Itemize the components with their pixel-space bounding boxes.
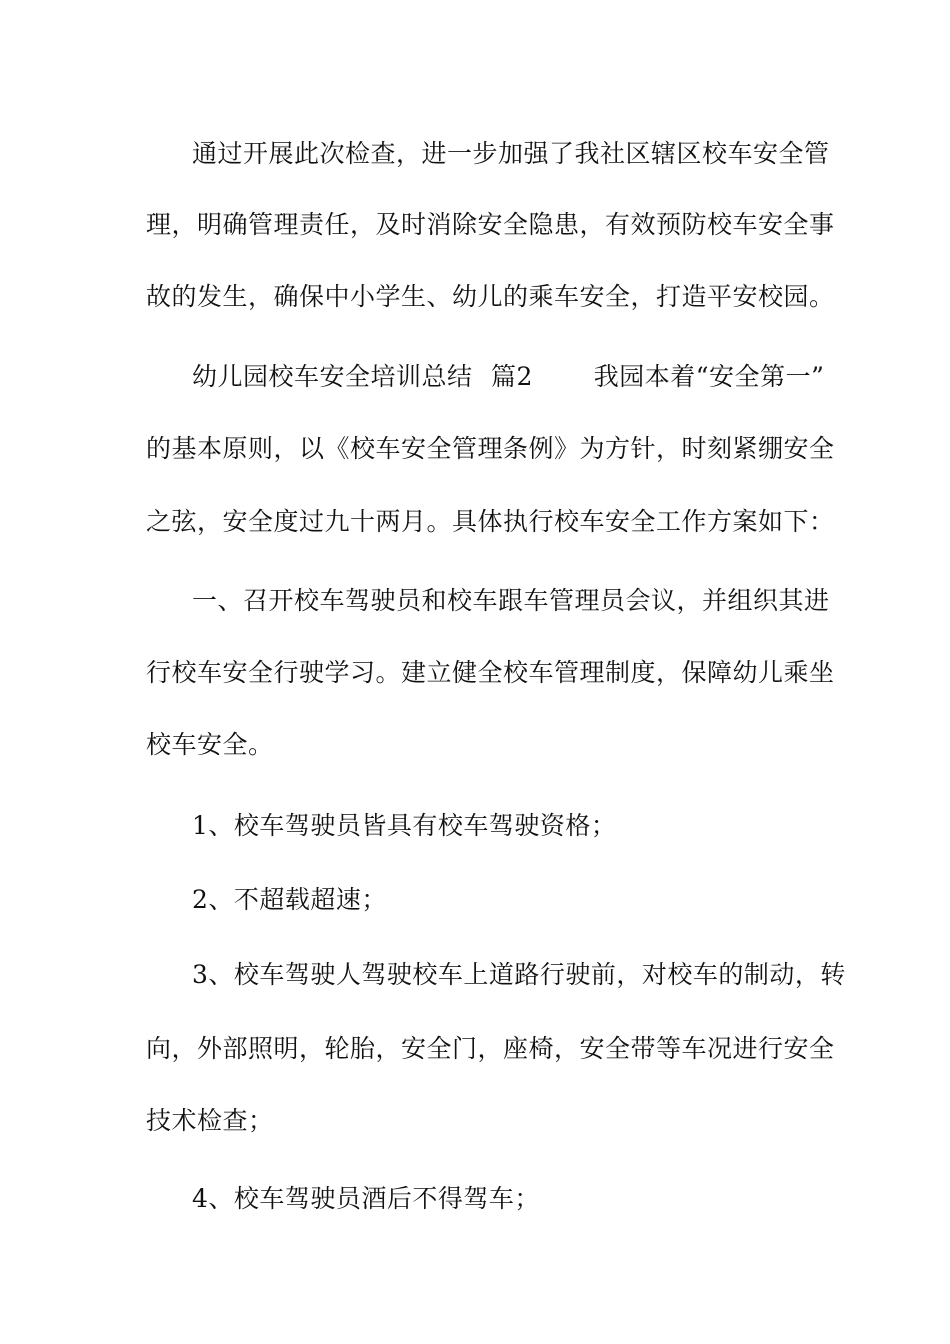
paragraph-line: 校车安全。 <box>146 730 274 759</box>
list-item: 4、校车驾驶员酒后不得驾车； <box>192 1184 540 1213</box>
section-title: 幼儿园校车安全培训总结 <box>192 362 473 391</box>
section-number: 篇2 <box>490 362 533 391</box>
list-item: 1、校车驾驶员皆具有校车驾驶资格； <box>192 811 617 840</box>
list-item: 3、校车驾驶人驾驶校车上道路行驶前，对校车的制动，转 <box>192 960 846 989</box>
section-heading-line <box>192 361 852 393</box>
paragraph-line: 故的发生，确保中小学生、幼儿的乘车安全，打造平安校园。 <box>146 282 835 311</box>
paragraph-start: 我园本着“安全第一” <box>593 362 825 391</box>
paragraph-line: 通过开展此次检查，进一步加强了我社区辖区校车安全管 <box>192 139 830 168</box>
paragraph-line: 行校车安全行驶学习。建立健全校车管理制度，保障幼儿乘坐 <box>146 658 835 687</box>
paragraph-line: 技术检查； <box>146 1106 274 1135</box>
paragraph-line: 一、召开校车驾驶员和校车跟车管理员会议，并组织其进 <box>192 586 830 615</box>
paragraph-line: 向，外部照明，轮胎，安全门，座椅，安全带等车况进行安全 <box>146 1034 835 1063</box>
paragraph-line: 理，明确管理责任，及时消除安全隐患，有效预防校车安全事 <box>146 210 835 239</box>
list-item: 2、不超载超速； <box>192 885 387 914</box>
paragraph-line: 的基本原则，以《校车安全管理条例》为方针，时刻紧绷安全 <box>146 434 835 463</box>
paragraph-line: 之弦，安全度过九十两月。具体执行校车安全工作方案如下： <box>146 507 835 536</box>
